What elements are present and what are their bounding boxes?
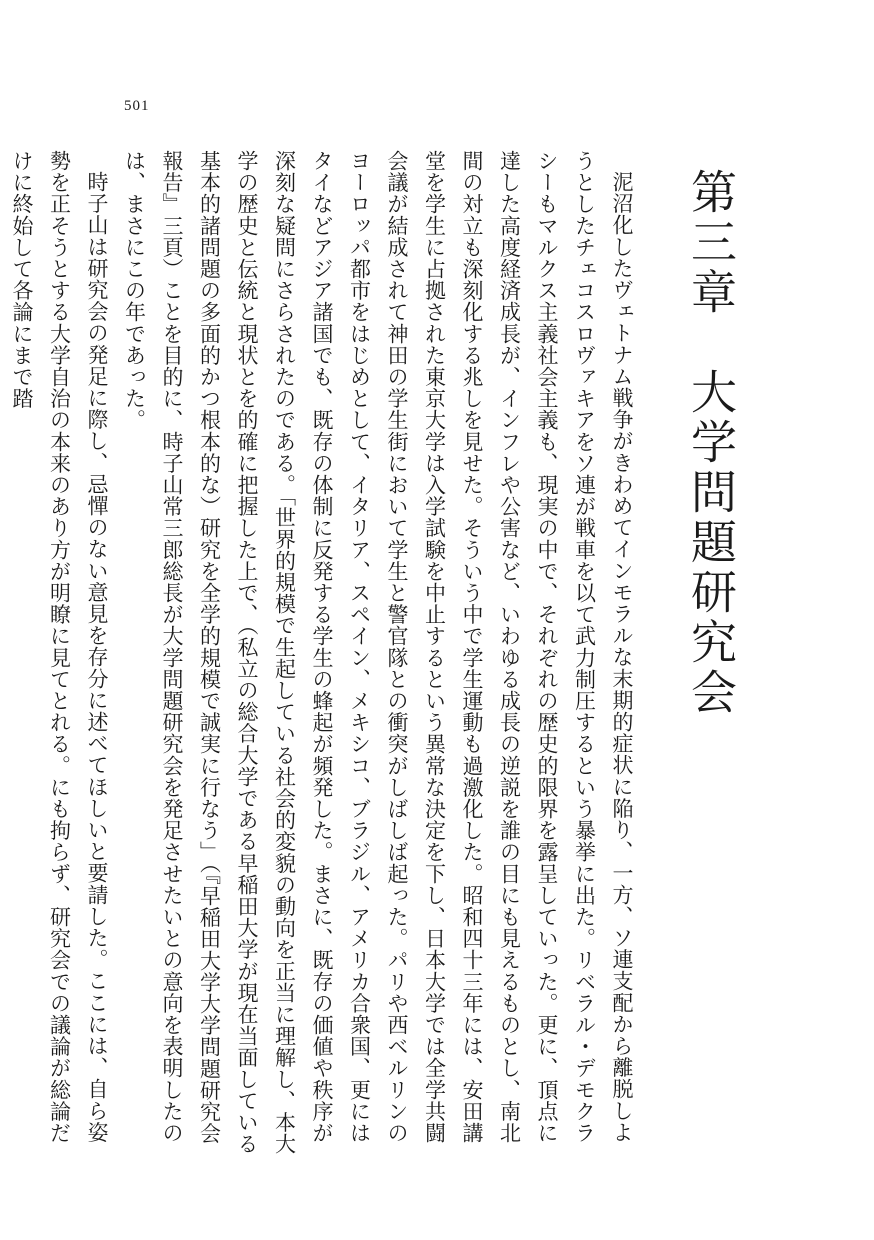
body-text — [10, 150, 640, 1160]
paragraph-2: 時子山は研究会の発足に際し、忌憚のない意見を存分に述べてほしいと要請した。ここには、自ら姿勢を正そうとする大学自治の本来のあり方が明瞭に見てとれる。にも拘らず、研究会での議論が総論だけに終始して各論にまで踏 — [10, 150, 109, 1144]
chapter-title: 第三章 大学問題研究会 — [684, 168, 738, 718]
page-number: 501 — [124, 98, 150, 114]
paragraph-1: 泥沼化したヴェトナム戦争がきわめてインモラルな末期的症状に陥り、一方、ソ連支配から離脱しようとしたチェコスロヴァキアをソ連が戦車を以て武力制圧するという暴挙に出た。リベラル・デモクラシーもマルクス主義社会主義も、現実の中で、それぞれの歴史的限界を露呈していった。更に、頂点に達した高度経済成長が、インフレや公害など、いわゆる成長の逆説を誰の目にも見えるものとし、南北間の対立も深刻化する兆しを見せた。そういう中で学生運動も過激化した。昭和四十三年には、安田講堂を学生に占拠された東京大学は入学試験を中止するという異常な決定を下し、日本大学では全学共闘会議が結成されて神田の学生街において学生と警官隊との衝突がしばしば起った。パリや西ベルリンのヨーロッパ都市をはじめとして、イタリア、スペイン、メキシコ、ブラジル、アメリカ合衆国、更にはタイなどアジア諸国でも、既存の体制に反発する学生の蜂起が頻発した。まさに、既存の価値や秩序が深刻な疑問にさらされたのである。「世界的規模で生起している社会的変貌の動向を正当に理解し、本大学の歴史と伝統と現状とを的確に把握した上で、（私立の総合大学である早稲田大学が現在当面している基本的諸問題の多面的かつ根本的な）研究を全学的規模で誠実に行なう」（『早稲田大学大学問題研究会報告』三頁）ことを目的に、時子山常三郎総長が大学問題研究会を発足させたいとの意向を表明したのは、まさにこの年であった。 — [122, 150, 634, 1155]
